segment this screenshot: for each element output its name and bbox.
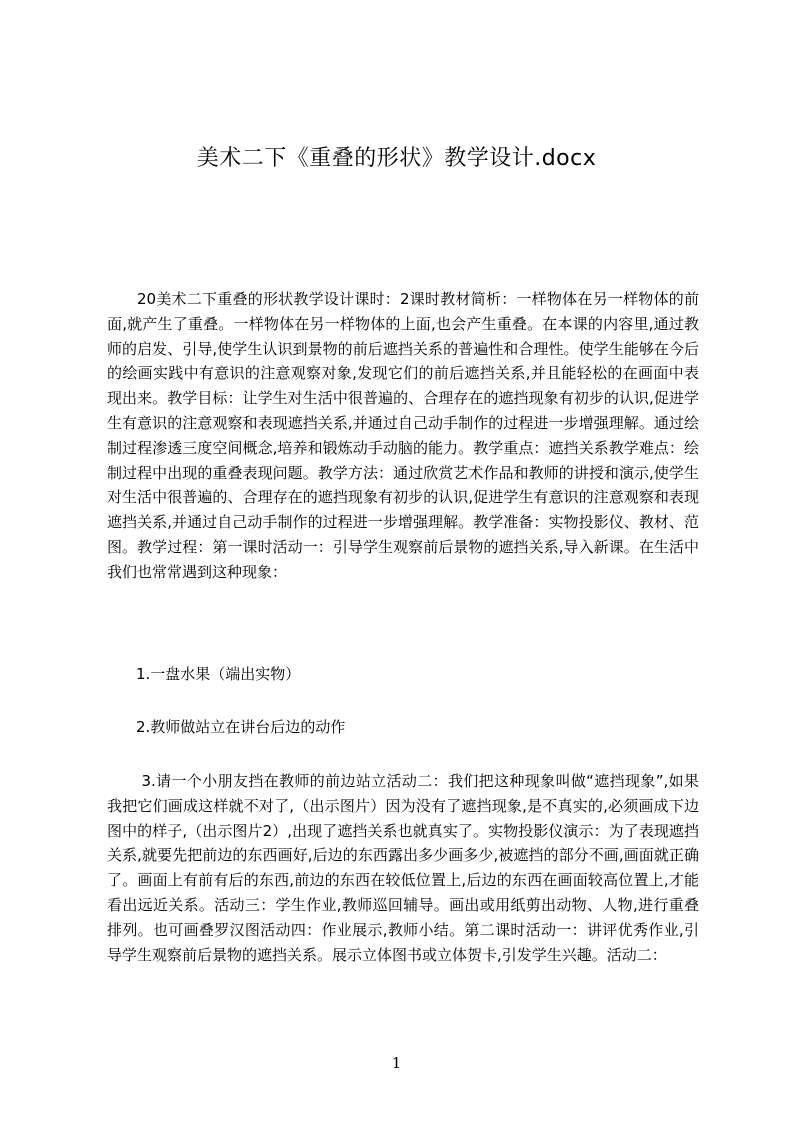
list-item-1: 1.一盘水果（端出实物） — [136, 665, 301, 683]
body-paragraph-3: 3.请一个小朋友挡在教师的前边站立活动二：我们把这种现象叫做“遮挡现象”,如果我把它们画成这样就不对了,（出示图片）因为没有了遮挡现象,是不真实的,必须画成下边图中的样子,（出示图片2）,出现了遮挡关系也就真实了。实物投影仪演示：为了表现遮挡关系,就要先把前边的东西画好,后边的东西露出多少画多少,被遮挡的部分不画,画面就正确了。画面上有前有后的东西,前边的东西在较低位置上,后边的东西在画面较高位置上,才能看出远近关系。活动三：学生作业,教师巡回辅导。画出或用纸剪出动物、人物,进行重叠排列。也可画叠罗汉图活动四：作业展示,教师小结。第二课时活动一：讲评优秀作业,引导学生观察前后景物的遮挡关系。展示立体图书或立体贺卡,引发学生兴趣。活动二： — [107, 772, 699, 964]
body-paragraph-1: 20美术二下重叠的形状教学设计课时：2课时教材简析：一样物体在另一样物体的前面,就产生了重叠。一样物体在另一样物体的上面,也会产生重叠。在本课的内容里,通过教师的启发、引导,使学生认识到景物的前后遮挡关系的普遍性和合理性。使学生能够在今后的绘画实践中有意识的注意观察对象,发现它们的前后遮挡关系,并且能轻松的在画面中表现出来。教学目标：让学生对生活中很普遍的、合理存在的遮挡现象有初步的认识,促进学生有意识的注意观察和表现遮挡关系,并通过自己动手制作的过程进一步增强理解。通过绘制过程渗透三度空间概念,培养和锻炼动手动脑的能力。教学重点：遮挡关系教学难点：绘制过程中出现的重叠表现问题。教学方法：通过欣赏艺术作品和教师的讲授和演示,使学生对生活中很普遍的、合理存在的遮挡现象有初步的认识,促进学生有意识的注意观察和表现遮挡关系,并通过自己动手制作的过程进一步增强理解。教学准备：实物投影仪、教材、范图。教学过程：第一课时活动一：引导学生观察前后景物的遮挡关系,导入新课。在生活中我们也常常遇到这种现象： — [107, 290, 699, 581]
page-number: 1 — [391, 1054, 402, 1072]
document-title: 美术二下《重叠的形状》教学设计.docx — [196, 146, 597, 171]
list-item-2: 2.教师做站立在讲台后边的动作 — [136, 718, 346, 736]
